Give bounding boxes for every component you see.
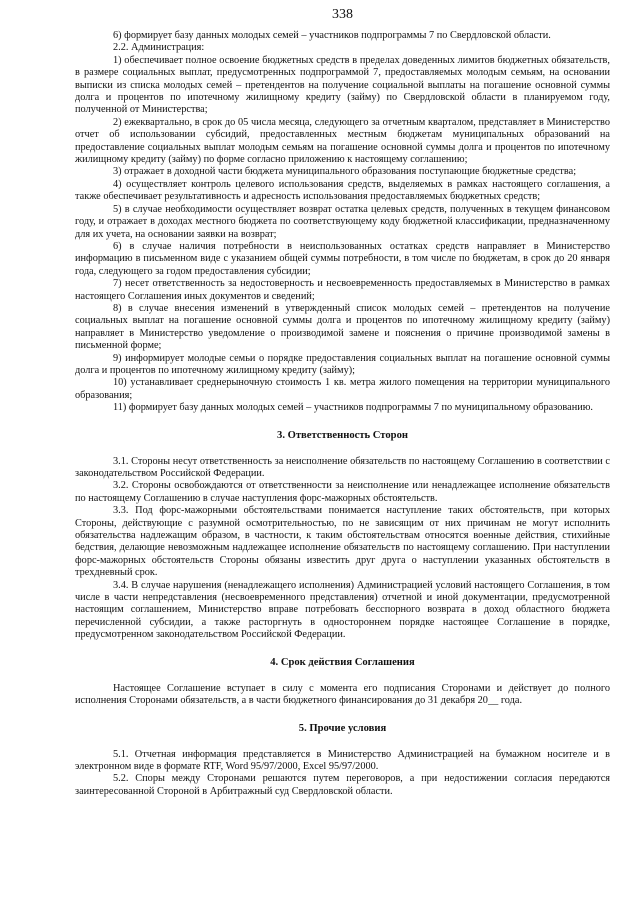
paragraph: 1) обеспечивает полное освоение бюджетных средств в пределах доведенных лимитов бюджетных обязательств, в размере социальных выплат, предусмотренных подпрограммой 7, предоставляемых молодым семьям, на основании выписки из списка молодых семей – претендентов на получение социальной выплаты на погашение основной суммы долга и процентов по ипотечному жилищному кредиту (займу) по Свердловской области в планируемом году, полученной от Министерства; bbox=[75, 54, 610, 116]
paragraph: 8) в случае внесения изменений в утвержденный список молодых семей – претендентов на получение социальных выплат на погашение основной суммы долга и процентов по ипотечному жилищному кредиту (займу) направляет в Министерство уведомление о производимой замене и пояснения о причине производимой замены в письменной форме; bbox=[75, 302, 610, 352]
paragraph: 11) формирует базу данных молодых семей – участников подпрограммы 7 по муниципальному образованию. bbox=[113, 402, 593, 414]
paragraph: 5.1. Отчетная информация представляется в Министерство Администрацией на бумажном носителе и в электронном виде в формате RTF, Word 95/97/2000, Excel 95/97/2000. bbox=[75, 748, 610, 772]
paragraph: Настоящее Соглашение вступает в силу с момента его подписания Сторонами и действует до полного исполнения Сторонами обязательств, а в части бюджетного финансирования до 31 декабря 20__ года. bbox=[75, 682, 610, 707]
paragraph: 6) в случае наличия потребности в неиспользованных остатках средств направляет в Министерство информацию в письменном виде с указанием общей суммы потребности, в том числе по бюджетам, в срок до 20 января года, следующего за годом предоставления субсидии; bbox=[75, 240, 610, 277]
section-heading-responsibility: 3. Ответственность Сторон bbox=[277, 429, 408, 441]
paragraph: 2) ежеквартально, в срок до 05 числа месяца, следующего за отчетным кварталом, представляет в Министерство отчет об использовании субсидий, предоставленных местным бюджетам муниципальных образований на предоставление социальных выплат молодым семьям на погашение основной суммы долга и процентов по ипотечному жилищному кредиту (займу) по форме согласно приложению к настоящему соглашению; bbox=[75, 116, 610, 166]
paragraph: 3.1. Стороны несут ответственность за неисполнение обязательств по настоящему Соглашению в соответствии с законодательством Российской Федерации. bbox=[75, 455, 610, 479]
paragraph: 9) информирует молодые семьи о порядке предоставления социальных выплат на погашение основной суммы долга и процентов по ипотечному жилищному кредиту (займу); bbox=[75, 352, 610, 376]
page-number: 338 bbox=[332, 7, 353, 22]
paragraph: 5.2. Споры между Сторонами решаются путем переговоров, а при недостижении согласия передаются заинтересованной Стороной в Арбитражный суд Свердловской области. bbox=[75, 773, 610, 797]
paragraph: 2.2. Администрация: bbox=[113, 42, 205, 54]
section-heading-other-terms: 5. Прочие условия bbox=[298, 722, 387, 734]
paragraph: 5) в случае необходимости осуществляет возврат остатка целевых средств, полученных в текущем финансовом году, и отражает в доходах местного бюджета по соответствующему коду бюджетной классификации, предназначенному для их учета, на основании заявки на возврат; bbox=[75, 203, 610, 240]
paragraph: 10) устанавливает среднерыночную стоимость 1 кв. метра жилого помещения на территории муниципального образования; bbox=[75, 377, 610, 401]
paragraph: 3.4. В случае нарушения (ненадлежащего исполнения) Администрацией условий настоящего Соглашения, в том числе в части непредставления (несвоевременного представления) отчетной и иной документации, предусмотренной настоящим соглашением, Министерство вправе потребовать бесспорного возврата в доход областного бюджета перечисленной субсидии, а также расторгнуть в одностороннем порядке настоящее Соглашение в порядке, предусмотренном законодательством Российской Федерации. bbox=[75, 579, 610, 641]
paragraph: 6) формирует базу данных молодых семей – участников подпрограммы 7 по Свердловской области. bbox=[113, 30, 551, 41]
document-body bbox=[75, 30, 610, 798]
paragraph: 3.3. Под форс-мажорными обстоятельствами понимается наступление таких обстоятельств, при которых Стороны, действующие с разумной осмотрительностью, по не зависящим от них причинам не могут исполнить обязательства надлежащим образом, в частности, к таким обстоятельствам относятся военные действия, стихийные бедствия, делающие невозможным надлежащее исполнение обязательств по настоящему соглашению. При наступлении форс-мажорных обстоятельств Стороны обязаны известить друг друга о наступлении указанных обстоятельств в трехдневный срок. bbox=[75, 505, 610, 579]
section-heading-term: 4. Срок действия Соглашения bbox=[270, 656, 415, 668]
paragraph: 3.2. Стороны освобождаются от ответственности за неисполнение или ненадлежащее исполнение обязательств по настоящему Соглашению в случае наступления форс-мажорных обстоятельств. bbox=[75, 480, 610, 504]
paragraph: 3) отражает в доходной части бюджета муниципального образования поступающие бюджетные средства; bbox=[113, 166, 577, 178]
paragraph: 4) осуществляет контроль целевого использования средств, выделяемых в рамках настоящего соглашения, а также обеспечивает результативность и адресность использования предоставляемых бюджетных средств; bbox=[75, 178, 610, 203]
paragraph: 7) несет ответственность за недостоверность и несвоевременность предоставляемых в Министерство в рамках настоящего Соглашения иных документов и сведений; bbox=[75, 278, 610, 302]
